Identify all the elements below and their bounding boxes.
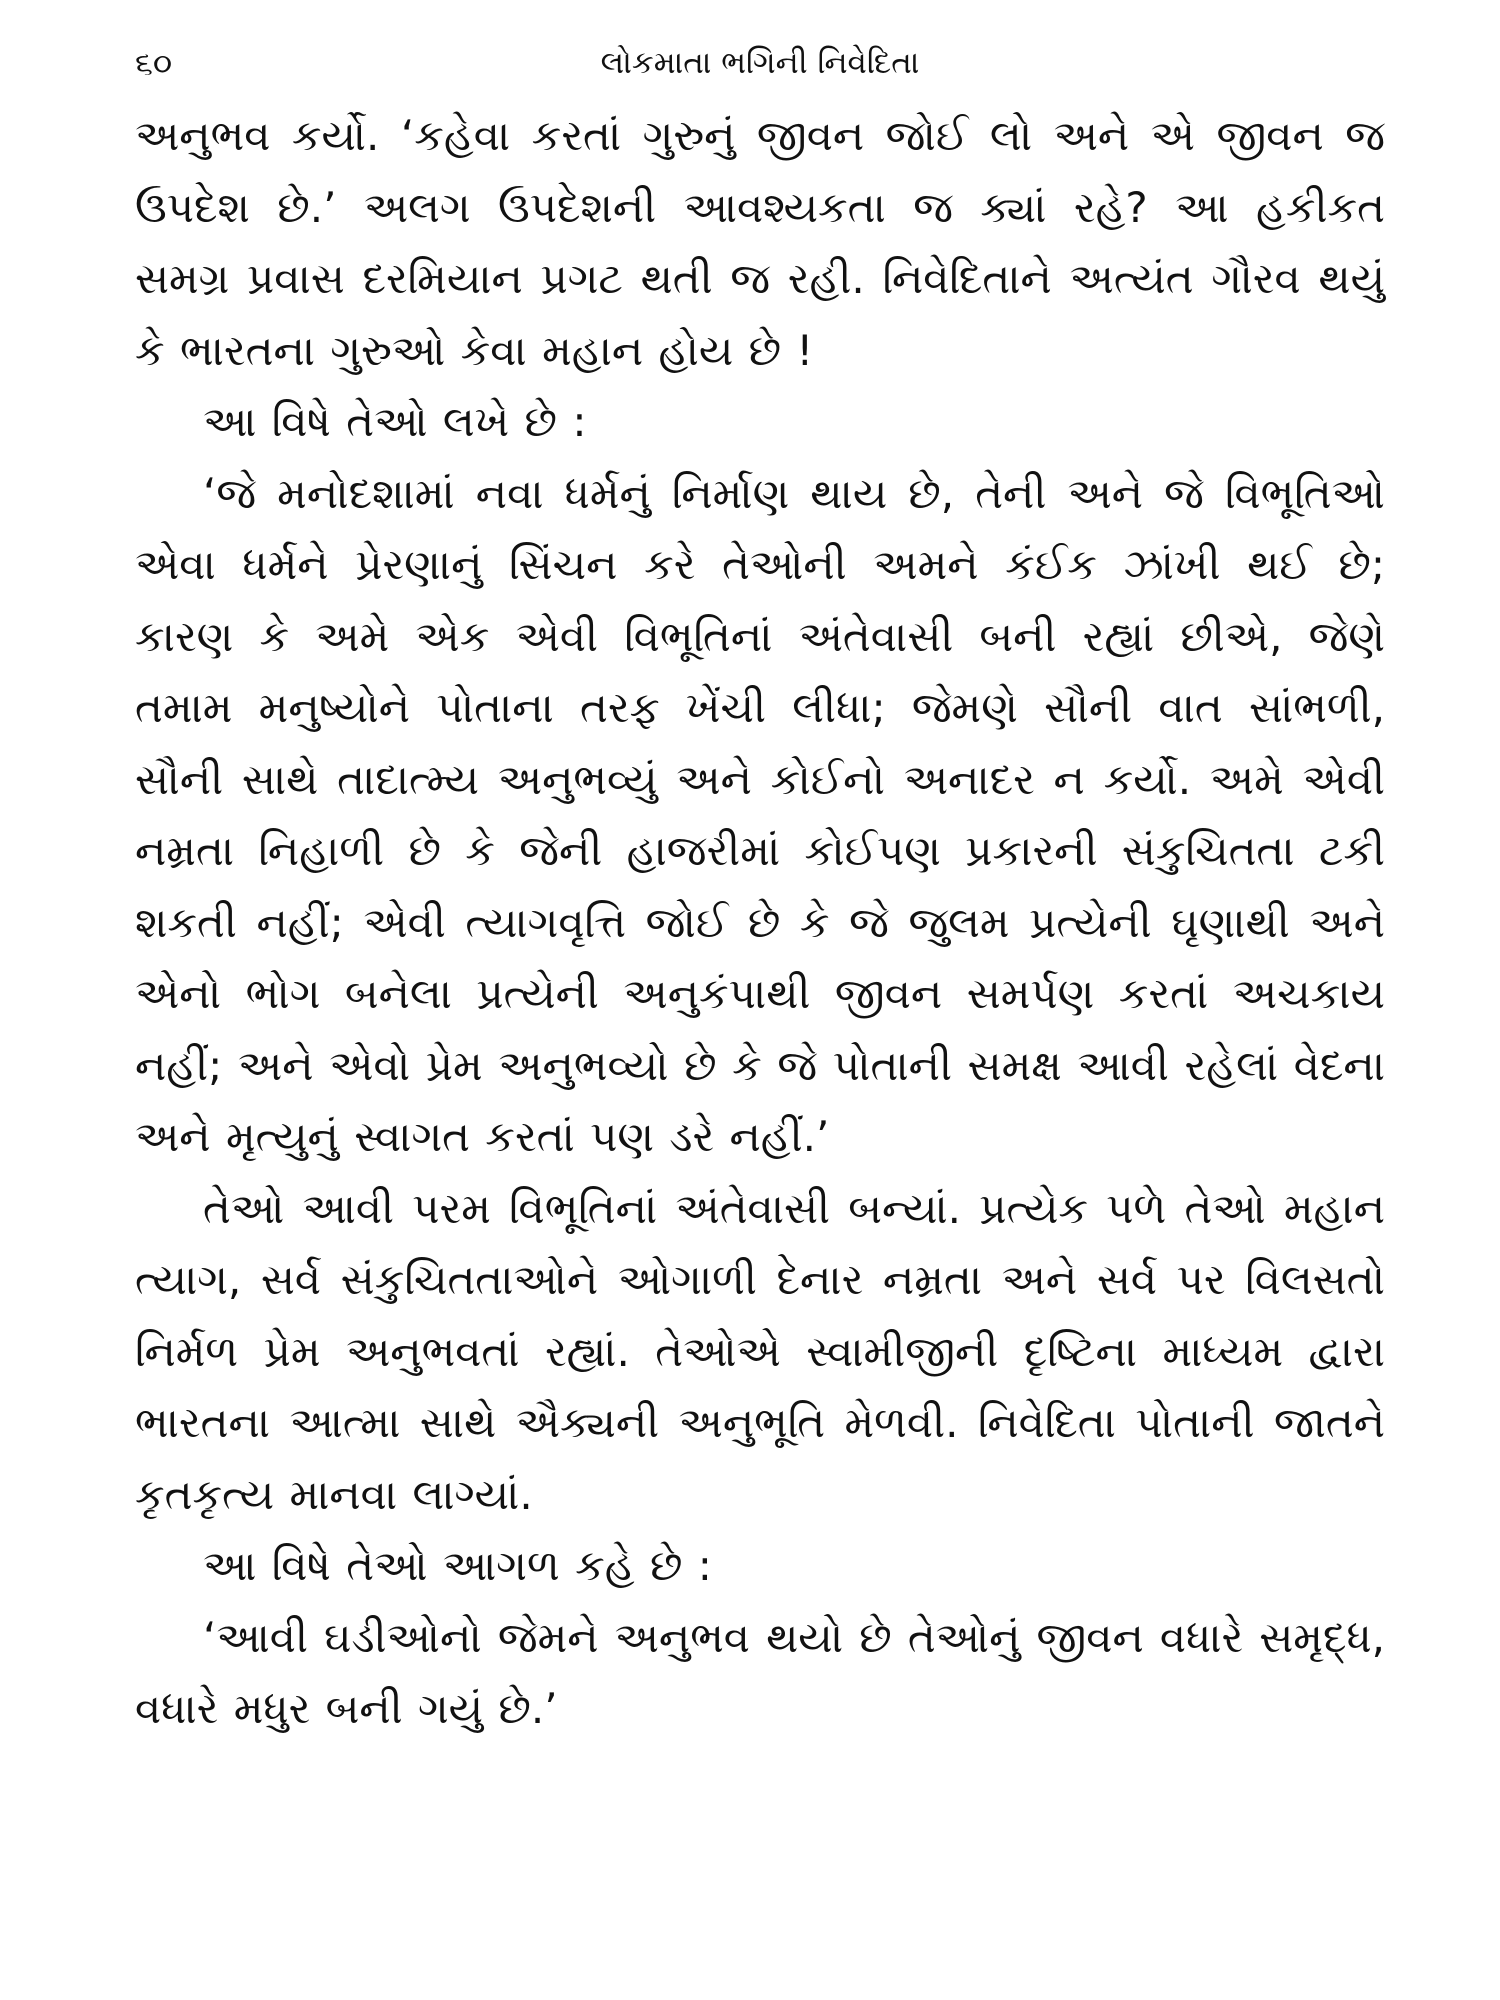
quote-paragraph: ‘આવી ઘડીઓનો જેમને અનુભવ થયો છે તેઓનું જીવન વધારે સમૃદ્ધ, વધારે મધુર બની ગયું છે.’: [135, 1612, 1385, 1733]
paragraph: તેઓ આવી પરમ વિભૂતિનાં અંતેવાસી બન્યાં. પ્રત્યેક પળે તેઓ મહાન ત્યાગ, સર્વ સંકુચિતતાઓને ઓગાળી દેનાર નમ્રતા અને સર્વ પર વિલસતો નિર્મળ પ્રેમ અનુભવતાં રહ્યાં. તેઓએ સ્વામીજીની દૃષ્ટિના માધ્યમ દ્વારા ભારતના આત્મા સાથે ઐક્યની અનુભૂતિ મેળવી. નિવેદિતા પોતાની જાતને કૃતકૃત્ય માનવા લાગ્યાં.: [135, 1183, 1385, 1519]
running-title: લોકમાતા ભગિની નિવેદિતા: [600, 45, 920, 81]
body-text: [135, 100, 1385, 1745]
page-header: [135, 38, 1385, 98]
page-number: ૬૦: [135, 44, 173, 82]
paragraph: આ વિષે તેઓ આગળ કહે છે :: [203, 1541, 712, 1590]
paragraph: અનુભવ કર્યો. ‘કહેવા કરતાં ગુરુનું જીવન જોઈ લો અને એ જીવન જ ઉપદેશ છે.’ અલગ ઉપદેશની આવશ્યકતા જ ક્યાં રહે? આ હકીકત સમગ્ર પ્રવાસ દરમિયાન પ્રગટ થતી જ રહી. નિવેદિતાને અત્યંત ગૌરવ થયું કે ભારતના ગુરુઓ કેવા મહાન હોય છે !: [135, 111, 1385, 375]
paragraph: આ વિષે તેઓ લખે છે :: [203, 397, 587, 446]
quote-paragraph: ‘જે મનોદશામાં નવા ધર્મનું નિર્માણ થાય છે, તેની અને જે વિભૂતિઓ એવા ધર્મને પ્રેરણાનું સિંચન કરે તેઓની અમને કંઈક ઝાંખી થઈ છે; કારણ કે અમે એક એવી વિભૂતિનાં અંતેવાસી બની રહ્યાં છીએ, જેણે તમામ મનુષ્યોને પોતાના તરફ ખેંચી લીધા; જેમણે સૌની વાત સાંભળી, સૌની સાથે તાદાત્મ્ય અનુભવ્યું અને કોઈનો અનાદર ન કર્યો. અમે એવી નમ્રતા નિહાળી છે કે જેની હાજરીમાં કોઈપણ પ્રકારની સંકુચિતતા ટકી શકતી નહીં; એવી ત્યાગવૃત્તિ જોઈ છે કે જે જુલમ પ્રત્યેની ઘૃણાથી અને એનો ભોગ બનેલા પ્રત્યેની અનુકંપાથી જીવન સમર્પણ કરતાં અચકાય નહીં; અને એવો પ્રેમ અનુભવ્યો છે કે જે પોતાની સમક્ષ આવી રહેલાં વેદના અને મૃત્યુનું સ્વાગત કરતાં પણ ડરે નહીં.’: [135, 468, 1385, 1161]
